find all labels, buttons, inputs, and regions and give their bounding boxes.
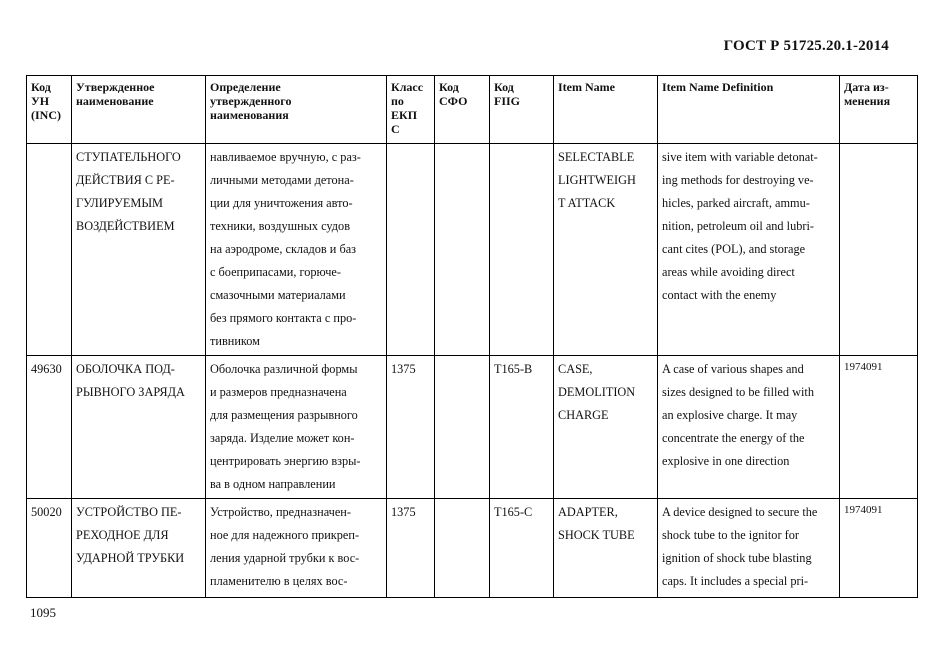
cell-line: explosive in one direction xyxy=(662,454,790,468)
table-body xyxy=(27,144,918,598)
cell-inc xyxy=(27,499,72,598)
cell-line: ва в одном направлении xyxy=(210,477,336,491)
cell-line: contact with the enemy xyxy=(662,288,777,302)
cell-line: ГУЛИРУЕМЫМ xyxy=(76,196,163,210)
col-header-fiig xyxy=(490,76,554,144)
cell-line: техники, воздушных судов xyxy=(210,219,351,233)
cell-name-ru xyxy=(72,499,206,598)
cell-line: ления ударной трубки к вос- xyxy=(210,551,360,565)
cell-line: УДАРНОЙ ТРУБКИ xyxy=(76,551,185,565)
cell-line: ignition of shock tube blasting xyxy=(662,551,812,565)
cell-line: sizes designed to be filled with xyxy=(662,385,814,399)
cell-item-definition xyxy=(658,499,840,598)
cell-change-date xyxy=(840,499,918,598)
col-header-item-name xyxy=(554,76,658,144)
cell-class xyxy=(387,144,435,356)
cell-line: Оболочка различной формы xyxy=(210,362,358,376)
cell-line: cant cites (POL), and storage xyxy=(662,242,806,256)
cell-sfo xyxy=(435,144,490,356)
cell-line: смазочными материалами xyxy=(210,288,346,302)
cell-line: центрировать энергию взры- xyxy=(210,454,361,468)
cell-line: DEMOLITION xyxy=(558,385,636,399)
cell-line: ции для уничтожения авто- xyxy=(210,196,353,210)
cell-item-name xyxy=(554,144,658,356)
cell-class xyxy=(387,356,435,499)
header-line: Item Name xyxy=(558,80,615,94)
table-row xyxy=(27,356,918,499)
cell-line: тивником xyxy=(210,334,260,348)
cell-inc xyxy=(27,356,72,499)
cell-line: без прямого контакта с про- xyxy=(210,311,357,325)
cell-line: для размещения разрывного xyxy=(210,408,358,422)
header-line: по xyxy=(391,94,404,108)
header-line: С xyxy=(391,122,400,136)
header-line: Дата из- xyxy=(844,80,889,94)
cell-class-text: 1375 xyxy=(391,362,416,376)
col-header-inc xyxy=(27,76,72,144)
cell-line: и размеров предназначена xyxy=(210,385,347,399)
cell-item-definition xyxy=(658,144,840,356)
cell-inc-text: 49630 xyxy=(31,362,62,376)
cell-change-date xyxy=(840,356,918,499)
cell-line: УСТРОЙСТВО ПЕ- xyxy=(76,505,182,519)
cell-sfo xyxy=(435,499,490,598)
cell-line: личными методами детона- xyxy=(210,173,354,187)
col-header-definition-ru xyxy=(206,76,387,144)
document-code: ГОСТ Р 51725.20.1-2014 xyxy=(723,38,889,54)
col-header-sfo xyxy=(435,76,490,144)
cell-line: РЫВНОГО ЗАРЯДА xyxy=(76,385,185,399)
cell-definition-ru xyxy=(206,499,387,598)
cell-change-date-text: 1974091 xyxy=(844,361,883,373)
col-header-class xyxy=(387,76,435,144)
cell-inc xyxy=(27,144,72,356)
cell-line: Устройство, предназначен- xyxy=(210,505,351,519)
col-header-change-date xyxy=(840,76,918,144)
cell-fiig-text: T165-C xyxy=(494,505,533,519)
cell-line: nition, petroleum oil and lubri- xyxy=(662,219,814,233)
header-line: Код xyxy=(494,80,514,94)
cell-line: SHOCK TUBE xyxy=(558,528,635,542)
cell-name-ru xyxy=(72,356,206,499)
cell-line: заряда. Изделие может кон- xyxy=(210,431,355,445)
cell-line: ОБОЛОЧКА ПОД- xyxy=(76,362,175,376)
cell-line: caps. It includes a special pri- xyxy=(662,574,809,588)
table-row xyxy=(27,499,918,598)
header-line: Код xyxy=(439,80,459,94)
cell-line: A device designed to secure the xyxy=(662,505,818,519)
cell-line: areas while avoiding direct xyxy=(662,265,795,279)
cell-definition-ru xyxy=(206,356,387,499)
cell-sfo xyxy=(435,356,490,499)
cell-line: РЕХОДНОЕ ДЛЯ xyxy=(76,528,169,542)
cell-line: A case of various shapes and xyxy=(662,362,804,376)
page-number: 1095 xyxy=(30,605,56,620)
cell-line: CHARGE xyxy=(558,408,609,422)
cell-line: T ATTACK xyxy=(558,196,616,210)
cell-line: CASE, xyxy=(558,362,593,376)
cell-line: SELECTABLE xyxy=(558,150,635,164)
cell-class xyxy=(387,499,435,598)
table-row xyxy=(27,144,918,356)
cell-definition-ru xyxy=(206,144,387,356)
cell-fiig xyxy=(490,499,554,598)
cell-line: ДЕЙСТВИЯ С РЕ- xyxy=(76,173,175,187)
cell-line: с боеприпасами, горюче- xyxy=(210,265,341,279)
cell-item-name xyxy=(554,356,658,499)
header-line: СФО xyxy=(439,94,468,108)
cell-inc-text: 50020 xyxy=(31,505,62,519)
header-line: FIIG xyxy=(494,94,521,108)
cell-line: ВОЗДЕЙСТВИЕМ xyxy=(76,219,175,233)
header-line: УН xyxy=(31,94,50,108)
header-line: Класс xyxy=(391,80,424,94)
cell-line: пламенителю в целях вос- xyxy=(210,574,348,588)
cell-name-ru xyxy=(72,144,206,356)
table-header-row xyxy=(27,76,918,144)
cell-line: ing methods for destroying ve- xyxy=(662,173,814,187)
cell-change-date xyxy=(840,144,918,356)
header-line: утвержденного xyxy=(210,94,292,108)
header-line: Определение xyxy=(210,80,281,94)
header-line: наименования xyxy=(210,108,289,122)
header-line: Код xyxy=(31,80,51,94)
cell-class-text: 1375 xyxy=(391,505,416,519)
header-line: ЕКП xyxy=(391,108,418,122)
cell-line: hicles, parked aircraft, ammu- xyxy=(662,196,810,210)
cell-line: sive item with variable detonat- xyxy=(662,150,818,164)
header-line: Item Name Definition xyxy=(662,80,774,94)
col-header-item-definition xyxy=(658,76,840,144)
classification-table xyxy=(26,75,918,598)
cell-line: shock tube to the ignitor for xyxy=(662,528,799,542)
cell-line: ADAPTER, xyxy=(558,505,618,519)
header-line: (INC) xyxy=(31,108,61,122)
cell-item-definition xyxy=(658,356,840,499)
cell-change-date-text: 1974091 xyxy=(844,504,883,516)
cell-line: на аэродроме, складов и баз xyxy=(210,242,357,256)
cell-fiig xyxy=(490,356,554,499)
cell-line: СТУПАТЕЛЬНОГО xyxy=(76,150,181,164)
col-header-name-ru xyxy=(72,76,206,144)
cell-fiig xyxy=(490,144,554,356)
cell-line: LIGHTWEIGH xyxy=(558,173,636,187)
cell-line: an explosive charge. It may xyxy=(662,408,798,422)
cell-line: ное для надежного прикреп- xyxy=(210,528,360,542)
cell-fiig-text: T165-B xyxy=(494,362,533,376)
header-line: менения xyxy=(844,94,891,108)
cell-item-name xyxy=(554,499,658,598)
cell-line: concentrate the energy of the xyxy=(662,431,805,445)
header-line: наименование xyxy=(76,94,154,108)
header-line: Утвержденное xyxy=(76,80,155,94)
cell-line: навливаемое вручную, с раз- xyxy=(210,150,361,164)
